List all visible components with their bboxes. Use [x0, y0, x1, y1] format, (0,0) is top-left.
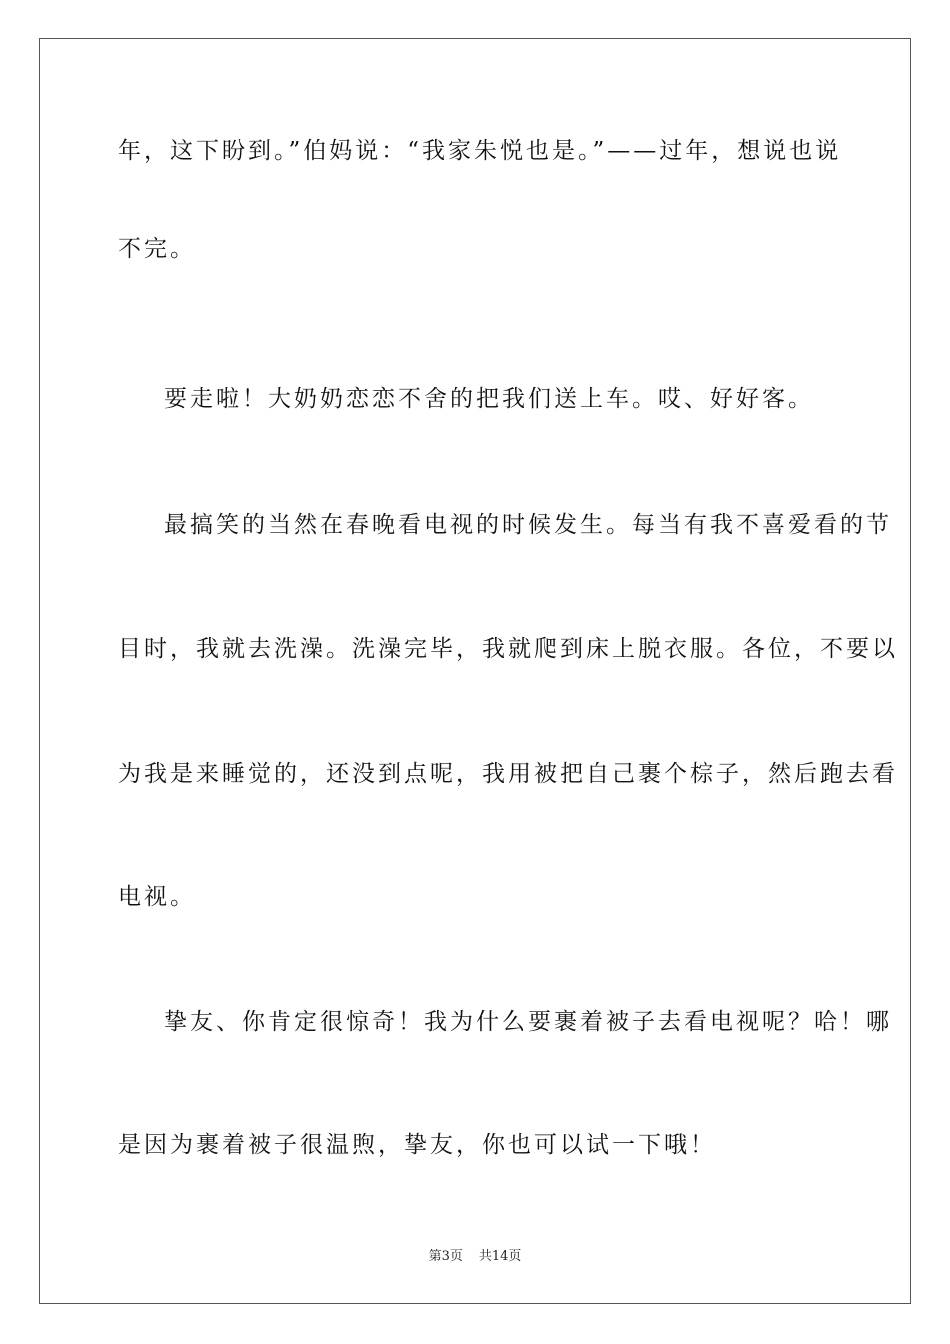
paragraph-line: 年，这下盼到。”伯妈说：“我家朱悦也是。”——过年，想说也说: [118, 138, 842, 164]
paragraph-line: 为我是来睡觉的，还没到点呢，我用被把自己裹个棕子，然后跑去看: [118, 761, 898, 787]
page-footer: [0, 1248, 950, 1266]
page-number: 第3页: [428, 1249, 463, 1264]
paragraph-line: 电视。: [118, 884, 196, 910]
paragraph-line: 最搞笑的当然在春晚看电视的时候发生。每当有我不喜爱看的节: [164, 512, 892, 538]
paragraph-line: 是因为裹着被子很温煦，挚友，你也可以试一下哦！: [118, 1132, 716, 1158]
paragraph-line: 目时，我就去洗澡。洗澡完毕，我就爬到床上脱衣服。各位，不要以: [118, 636, 898, 662]
paragraph-line: 要走啦！大奶奶恋恋不舍的把我们送上车。哎、好好客。: [164, 386, 814, 412]
page-border: [39, 38, 911, 1304]
paragraph-line: 不完。: [118, 236, 196, 262]
paragraph-line: 挚友、你肯定很惊奇！我为什么要裹着被子去看电视呢？哈！哪: [164, 1009, 892, 1035]
page-total: 共14页: [478, 1249, 522, 1264]
